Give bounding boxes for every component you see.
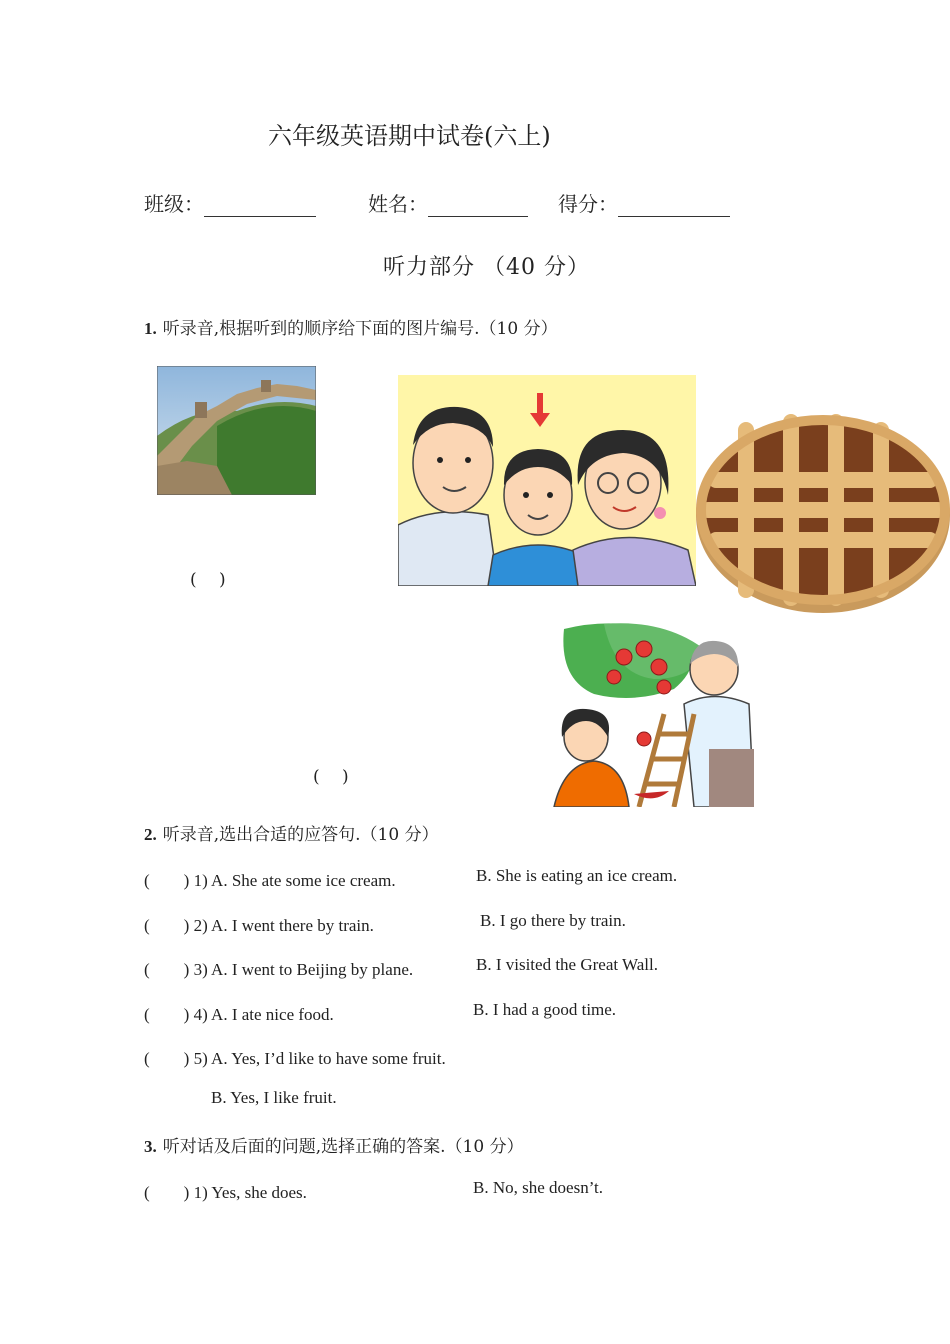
q1-answer-paren-1[interactable]: ( ): [190, 570, 226, 590]
name-label: 姓名：: [368, 192, 428, 216]
class-label: 班级：: [144, 192, 204, 216]
family-cartoon-picture: [398, 375, 696, 586]
class-blank[interactable]: [204, 196, 316, 217]
q3-text: 听对话及后面的问题,选择正确的答案.（10 分）: [162, 1137, 524, 1157]
q2-text: 听录音,选出合适的应答句.（10 分）: [162, 825, 439, 845]
q1-number: 1.: [144, 319, 157, 338]
score-label: 得分：: [558, 192, 618, 216]
q2-number: 2.: [144, 825, 157, 844]
q2-item-2-option-b[interactable]: B. I go there by train.: [480, 911, 626, 930]
name-field: [368, 188, 528, 217]
q2-item-5-option-a[interactable]: ( ) 5) A. Yes, I’d like to have some fruit.: [144, 1049, 446, 1068]
q1-answer-paren-2[interactable]: ( ): [313, 767, 349, 787]
section-title: 听力部分 （40 分）: [383, 255, 590, 280]
q2-item-3-option-a[interactable]: ( ) 3) A. I went to Beijing by plane.: [144, 960, 414, 979]
q2-item-4-option-b[interactable]: B. I had a good time.: [473, 1000, 617, 1019]
exam-title: 六年级英语期中试卷(六上): [268, 122, 551, 150]
q3-number: 3.: [144, 1137, 157, 1156]
q2-item-1-option-a[interactable]: ( ) 1) A. She ate some ice cream.: [144, 871, 396, 890]
q2-item-4-option-a[interactable]: ( ) 4) A. I ate nice food.: [144, 1005, 334, 1024]
q1-text: 听录音,根据听到的顺序给下面的图片编号.（10 分）: [162, 319, 558, 339]
class-field: [144, 188, 316, 217]
q2-item-1-option-b[interactable]: B. She is eating an ice cream.: [476, 866, 678, 885]
q2-item-3-option-b[interactable]: B. I visited the Great Wall.: [476, 955, 658, 974]
q2-item-2-option-a[interactable]: ( ) 2) A. I went there by train.: [144, 916, 374, 935]
pie-picture: [696, 410, 950, 615]
q3-item-1-option-b[interactable]: B. No, she doesn’t.: [473, 1178, 604, 1197]
q3-heading: [144, 1132, 524, 1157]
q2-heading: [144, 820, 439, 845]
apple-picking-picture: [544, 619, 754, 807]
q1-heading: [144, 314, 558, 339]
score-field: [558, 188, 730, 217]
great-wall-picture: [157, 366, 316, 495]
q2-item-5-option-b[interactable]: B. Yes, I like fruit.: [211, 1088, 337, 1107]
name-blank[interactable]: [428, 196, 528, 217]
q3-item-1-option-a[interactable]: ( ) 1) Yes, she does.: [144, 1183, 307, 1202]
score-blank[interactable]: [618, 196, 730, 217]
